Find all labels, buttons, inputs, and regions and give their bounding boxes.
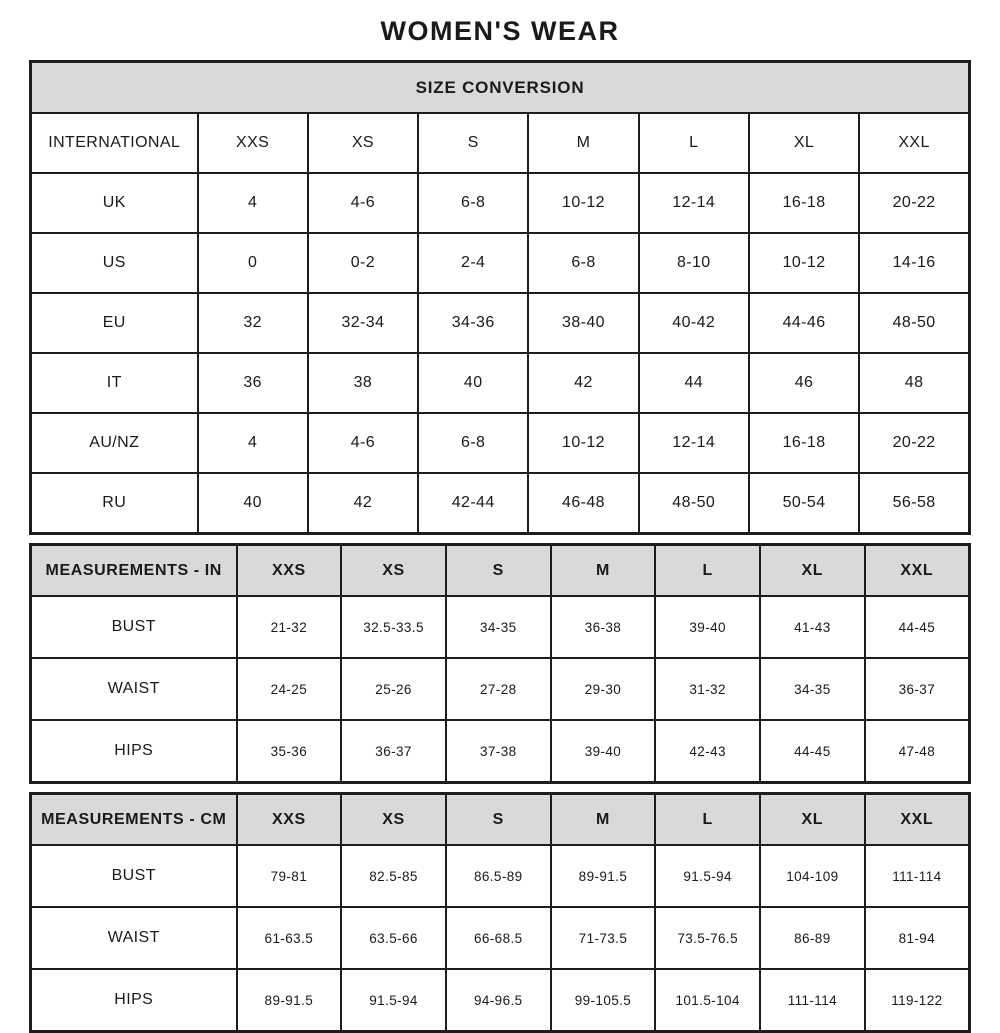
measurement-cell: 86.5-89 <box>446 845 551 907</box>
size-cell: 40-42 <box>639 293 749 353</box>
table-row-eu <box>31 293 970 353</box>
measurements-cm-header-row <box>31 794 970 846</box>
size-cell: 34-36 <box>418 293 528 353</box>
measurement-cell: 99-105.5 <box>551 969 656 1032</box>
table-row-bust-cm <box>31 845 970 907</box>
size-cell: 10-12 <box>528 413 638 473</box>
size-cell: 48-50 <box>639 473 749 534</box>
measurement-cell: 27-28 <box>446 658 551 720</box>
table-row-it <box>31 353 970 413</box>
size-header-xxs: XXS <box>198 113 308 173</box>
table-row-bust-in <box>31 596 970 658</box>
row-label-aunz: AU/NZ <box>31 413 198 473</box>
measurement-cell: 36-37 <box>341 720 446 783</box>
size-cell: 42 <box>308 473 418 534</box>
size-cell: 6-8 <box>528 233 638 293</box>
size-conversion-title-row <box>31 62 970 114</box>
row-label-bust: BUST <box>31 845 237 907</box>
size-header-xs: XS <box>308 113 418 173</box>
size-cell: 8-10 <box>639 233 749 293</box>
size-cell: 44-46 <box>749 293 859 353</box>
size-cell: 40 <box>198 473 308 534</box>
size-cell: 44 <box>639 353 749 413</box>
size-cell: 6-8 <box>418 173 528 233</box>
row-label-eu: EU <box>31 293 198 353</box>
size-header-xxl: XXL <box>859 113 969 173</box>
size-header-s: S <box>446 545 551 597</box>
measurement-cell: 66-68.5 <box>446 907 551 969</box>
size-cell: 36 <box>198 353 308 413</box>
measurement-cell: 79-81 <box>237 845 342 907</box>
size-header-s: S <box>446 794 551 846</box>
size-cell: 50-54 <box>749 473 859 534</box>
table-row-uk <box>31 173 970 233</box>
row-label-ru: RU <box>31 473 198 534</box>
size-cell: 42-44 <box>418 473 528 534</box>
measurement-cell: 39-40 <box>551 720 656 783</box>
measurement-cell: 25-26 <box>341 658 446 720</box>
size-cell: 4-6 <box>308 413 418 473</box>
size-cell: 48-50 <box>859 293 969 353</box>
size-cell: 10-12 <box>528 173 638 233</box>
measurement-cell: 73.5-76.5 <box>655 907 760 969</box>
size-cell: 0-2 <box>308 233 418 293</box>
size-header-m: M <box>528 113 638 173</box>
size-header-xxs: XXS <box>237 545 342 597</box>
measurement-cell: 94-96.5 <box>446 969 551 1032</box>
measurements-in-table <box>29 543 971 784</box>
size-cell: 20-22 <box>859 173 969 233</box>
measurement-cell: 91.5-94 <box>655 845 760 907</box>
size-cell: 42 <box>528 353 638 413</box>
size-cell: 6-8 <box>418 413 528 473</box>
measurement-cell: 32.5-33.5 <box>341 596 446 658</box>
size-cell: 32 <box>198 293 308 353</box>
measurement-cell: 42-43 <box>655 720 760 783</box>
measurement-cell: 34-35 <box>446 596 551 658</box>
size-cell: 2-4 <box>418 233 528 293</box>
row-label-hips: HIPS <box>31 720 237 783</box>
table-row-waist-in <box>31 658 970 720</box>
measurements-in-title: MEASUREMENTS - IN <box>31 545 237 597</box>
size-cell: 56-58 <box>859 473 969 534</box>
measurement-cell: 36-37 <box>865 658 970 720</box>
row-label-us: US <box>31 233 198 293</box>
measurement-cell: 36-38 <box>551 596 656 658</box>
row-label-waist: WAIST <box>31 907 237 969</box>
table-row-waist-cm <box>31 907 970 969</box>
measurements-cm-table <box>29 792 971 1033</box>
measurement-cell: 21-32 <box>237 596 342 658</box>
size-cell: 38 <box>308 353 418 413</box>
size-conversion-table <box>29 60 971 535</box>
measurements-cm-title: MEASUREMENTS - CM <box>31 794 237 846</box>
size-cell: 46-48 <box>528 473 638 534</box>
table-row-hips-cm <box>31 969 970 1032</box>
size-cell: 12-14 <box>639 413 749 473</box>
row-label-bust: BUST <box>31 596 237 658</box>
measurement-cell: 71-73.5 <box>551 907 656 969</box>
measurement-cell: 101.5-104 <box>655 969 760 1032</box>
measurement-cell: 24-25 <box>237 658 342 720</box>
measurement-cell: 89-91.5 <box>237 969 342 1032</box>
measurements-in-header-row <box>31 545 970 597</box>
size-cell: 46 <box>749 353 859 413</box>
row-label-it: IT <box>31 353 198 413</box>
size-cell: 16-18 <box>749 173 859 233</box>
size-header-xxl: XXL <box>865 545 970 597</box>
size-header-s: S <box>418 113 528 173</box>
measurement-cell: 119-122 <box>865 969 970 1032</box>
measurement-cell: 86-89 <box>760 907 865 969</box>
row-label-hips: HIPS <box>31 969 237 1032</box>
size-header-xl: XL <box>749 113 859 173</box>
size-conversion-title: SIZE CONVERSION <box>31 62 970 114</box>
size-header-xl: XL <box>760 794 865 846</box>
size-conversion-header-row <box>31 113 970 173</box>
size-header-xxl: XXL <box>865 794 970 846</box>
measurement-cell: 44-45 <box>760 720 865 783</box>
row-label-uk: UK <box>31 173 198 233</box>
size-cell: 20-22 <box>859 413 969 473</box>
table-row-hips-in <box>31 720 970 783</box>
size-cell: 40 <box>418 353 528 413</box>
table-row-us <box>31 233 970 293</box>
size-header-xs: XS <box>341 794 446 846</box>
measurement-cell: 61-63.5 <box>237 907 342 969</box>
size-header-xl: XL <box>760 545 865 597</box>
measurement-cell: 111-114 <box>865 845 970 907</box>
table-row-aunz <box>31 413 970 473</box>
size-cell: 32-34 <box>308 293 418 353</box>
measurement-cell: 89-91.5 <box>551 845 656 907</box>
size-cell: 4 <box>198 413 308 473</box>
size-cell: 16-18 <box>749 413 859 473</box>
size-header-l: L <box>655 794 760 846</box>
measurement-cell: 63.5-66 <box>341 907 446 969</box>
size-cell: 4 <box>198 173 308 233</box>
table-row-ru <box>31 473 970 534</box>
size-cell: 10-12 <box>749 233 859 293</box>
measurement-cell: 44-45 <box>865 596 970 658</box>
measurement-cell: 104-109 <box>760 845 865 907</box>
measurement-cell: 39-40 <box>655 596 760 658</box>
measurement-cell: 41-43 <box>760 596 865 658</box>
measurement-cell: 34-35 <box>760 658 865 720</box>
page-title: WOMEN'S WEAR <box>380 16 620 46</box>
size-header-xxs: XXS <box>237 794 342 846</box>
row-label-international: INTERNATIONAL <box>31 113 198 173</box>
measurement-cell: 82.5-85 <box>341 845 446 907</box>
row-label-waist: WAIST <box>31 658 237 720</box>
size-cell: 0 <box>198 233 308 293</box>
measurement-cell: 81-94 <box>865 907 970 969</box>
measurement-cell: 47-48 <box>865 720 970 783</box>
size-cell: 14-16 <box>859 233 969 293</box>
measurement-cell: 91.5-94 <box>341 969 446 1032</box>
size-cell: 48 <box>859 353 969 413</box>
size-header-m: M <box>551 545 656 597</box>
size-header-l: L <box>655 545 760 597</box>
measurement-cell: 37-38 <box>446 720 551 783</box>
size-header-l: L <box>639 113 749 173</box>
size-header-xs: XS <box>341 545 446 597</box>
size-cell: 12-14 <box>639 173 749 233</box>
size-cell: 4-6 <box>308 173 418 233</box>
measurement-cell: 31-32 <box>655 658 760 720</box>
size-cell: 38-40 <box>528 293 638 353</box>
measurement-cell: 29-30 <box>551 658 656 720</box>
measurement-cell: 35-36 <box>237 720 342 783</box>
size-header-m: M <box>551 794 656 846</box>
measurement-cell: 111-114 <box>760 969 865 1032</box>
